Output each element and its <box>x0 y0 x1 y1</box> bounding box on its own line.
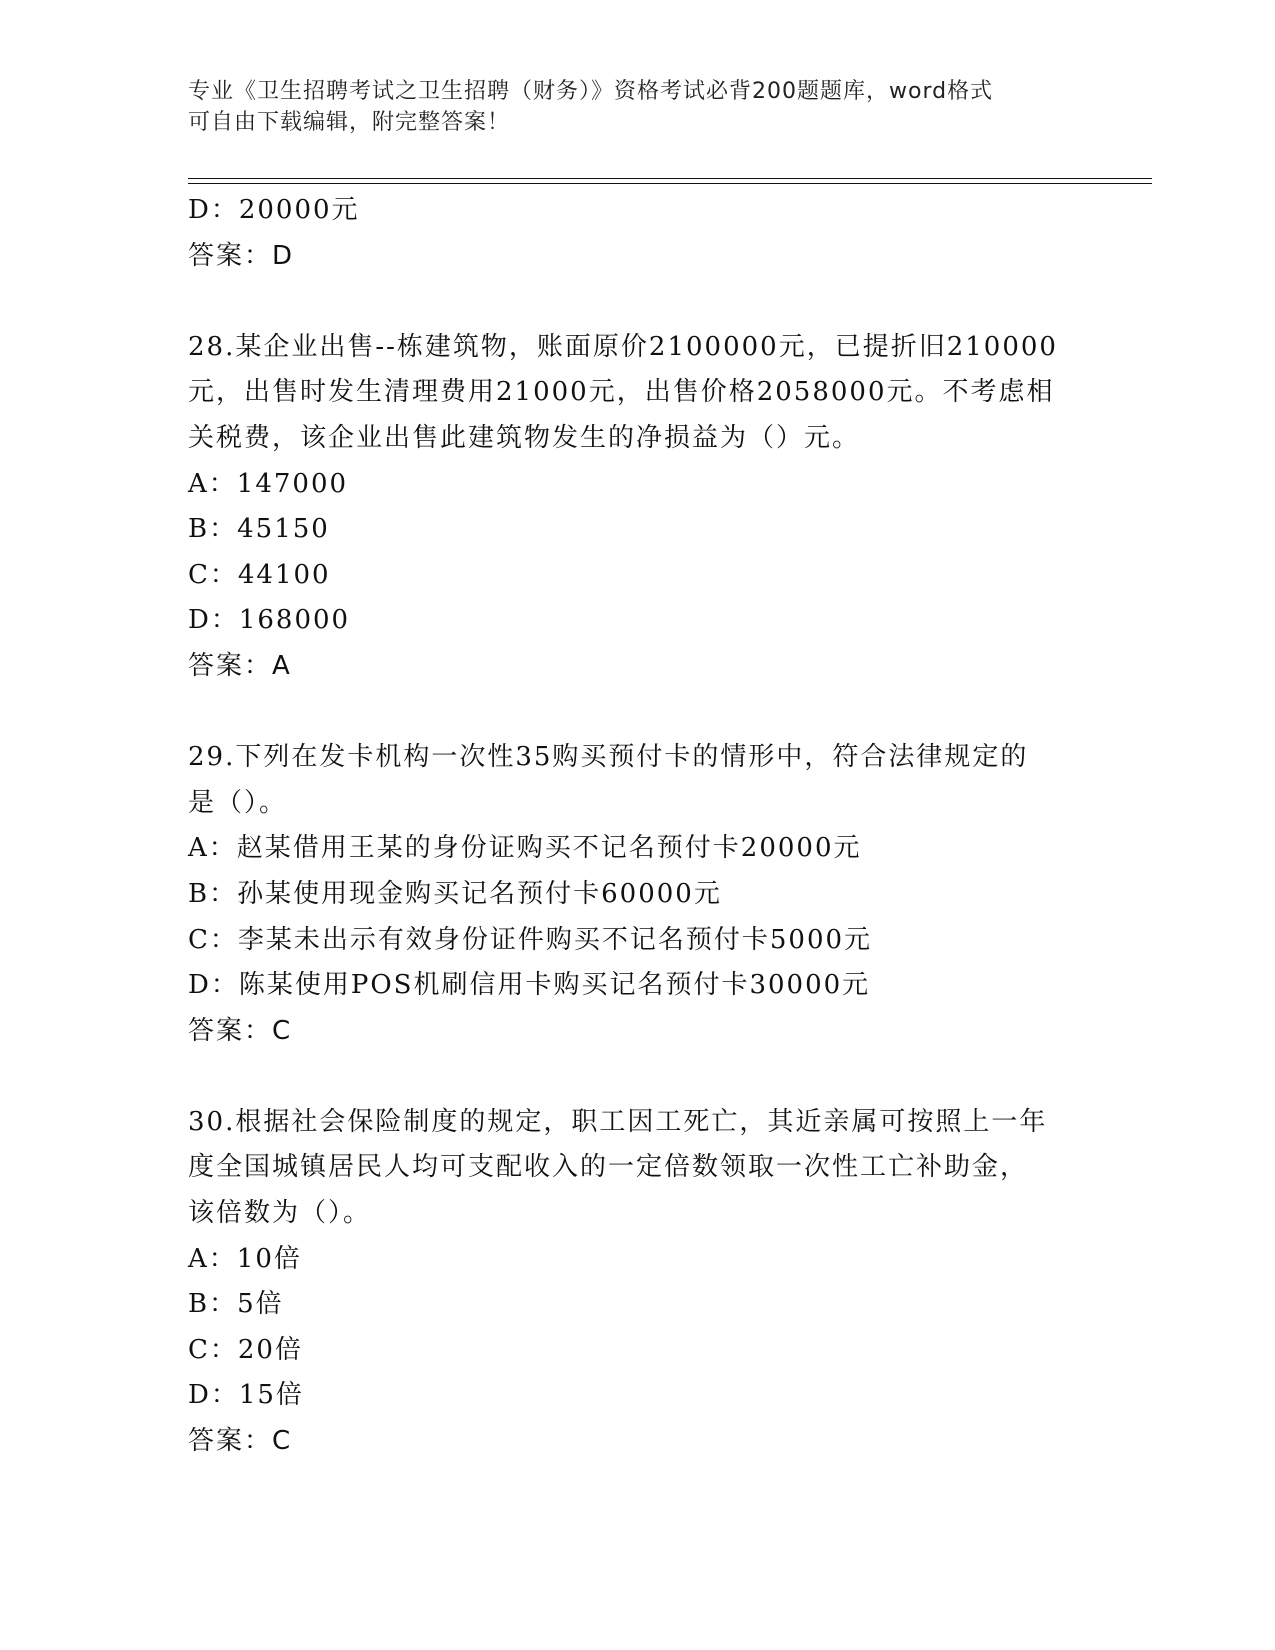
option-a: A：147000 <box>188 468 349 499</box>
header-divider-bottom <box>188 183 1152 184</box>
question-stem-line: 28.某企业出售--栋建筑物，账面原价2100000元，已提折旧210000 <box>188 331 1058 362</box>
answer: 答案：A <box>188 650 292 681</box>
option-b: B：5倍 <box>188 1289 284 1320</box>
option-a: A：赵某借用王某的身份证购买不记名预付卡20000元 <box>188 833 862 864</box>
document-body <box>188 188 1088 1465</box>
option-d: D：168000 <box>188 605 351 636</box>
question-29 <box>188 735 1088 1054</box>
option-d: D：陈某使用POS机刷信用卡购买记名预付卡30000元 <box>188 970 871 1001</box>
spacer <box>188 279 1088 325</box>
document-header <box>188 76 1068 138</box>
question-stem-line: 度全国城镇居民人均可支配收入的一定倍数领取一次性工亡补助金， <box>188 1152 1029 1183</box>
option-c: C：44100 <box>188 559 331 590</box>
header-divider-top <box>188 178 1152 179</box>
question-stem-line: 元，出售时发生清理费用21000元，出售价格2058000元。不考虑相 <box>188 377 1055 408</box>
option-b: B：孙某使用现金购买记名预付卡60000元 <box>188 878 722 909</box>
option-c: C：李某未出示有效身份证件购买不记名预付卡5000元 <box>188 924 873 955</box>
option-b: B：45150 <box>188 514 330 545</box>
option-c: C：20倍 <box>188 1334 303 1365</box>
previous-question-answer: 答案：D <box>188 240 295 271</box>
option-a: A：10倍 <box>188 1243 302 1274</box>
header-line-2: 可自由下载编辑，附完整答案！ <box>188 110 511 135</box>
question-stem-line: 30.根据社会保险制度的规定，职工因工死亡，其近亲属可按照上一年 <box>188 1106 1048 1137</box>
option-d: D：15倍 <box>188 1380 304 1411</box>
previous-question-option-d: D：20000元 <box>188 195 360 225</box>
question-stem-line: 29.下列在发卡机构一次性35购买预付卡的情形中，符合法律规定的 <box>188 742 1029 773</box>
answer: 答案：C <box>188 1015 293 1046</box>
question-28 <box>188 325 1088 690</box>
question-stem-line: 关税费，该企业出售此建筑物发生的净损益为（）元。 <box>188 422 861 453</box>
question-stem-line: 是（）。 <box>188 787 288 818</box>
answer: 答案：C <box>188 1426 293 1457</box>
header-line-1: 专业《卫生招聘考试之卫生招聘（财务）》资格考试必背200题题库，word格式 <box>188 79 994 104</box>
question-30 <box>188 1100 1088 1465</box>
spacer <box>188 690 1088 736</box>
spacer <box>188 1054 1088 1100</box>
question-stem-line: 该倍数为（）。 <box>188 1198 372 1229</box>
